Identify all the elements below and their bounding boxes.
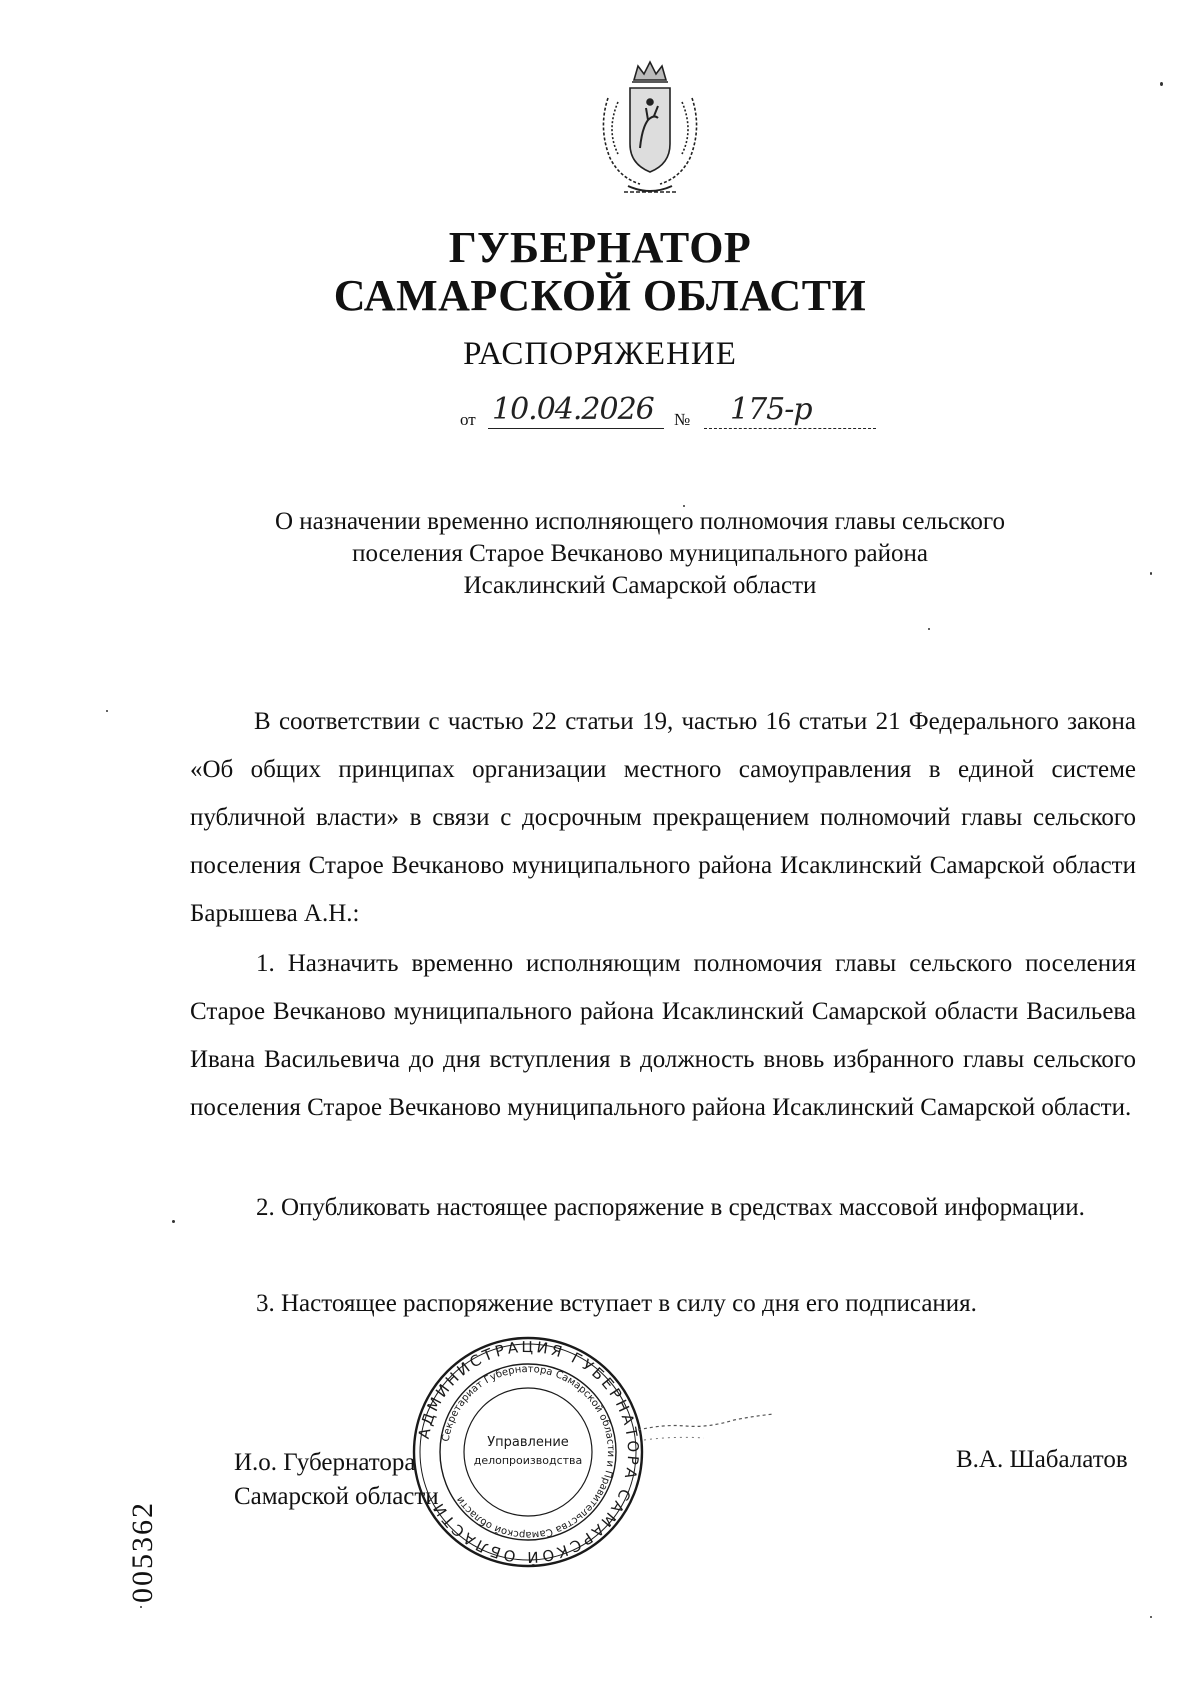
issuer-title-line2: САМАРСКОЙ ОБЛАСТИ — [333, 271, 867, 320]
scan-speck — [1160, 82, 1163, 86]
scan-speck — [172, 1220, 175, 1223]
registration-number: 005362 — [126, 1501, 159, 1603]
scan-speck — [1150, 572, 1152, 575]
date-underline — [488, 428, 664, 429]
item-1-paragraph: 1. Назначить временно исполняющим полномочия главы сельского поселения Старое Вечканово муниципального района Исаклинский Самарской области Васильева Ивана Васильевича до дня вступления в должность вновь избранного главы сельского поселения Старое Вечканово муниципального района Исаклинский Самарской области. — [190, 950, 1136, 1121]
coat-of-arms-emblem — [588, 58, 712, 198]
issuer-title-line1: ГУБЕРНАТОР — [448, 223, 752, 272]
scan-speck — [106, 710, 108, 712]
stamp-center-line1: Управление — [487, 1435, 569, 1450]
subject-line: поселения Старое Вечканово муниципального района — [352, 540, 928, 567]
position-line: И.о. Губернатора — [234, 1449, 416, 1476]
stamp-center-line2: делопроизводства — [473, 1454, 583, 1467]
preamble-paragraph: В соответствии с частью 22 статьи 19, частью 16 статьи 21 Федерального закона «Об общих принципах организации местного самоуправления в единой системе публичной власти» в связи с досрочным прекращением полномочий главы сельского поселения Старое Вечканово муниципального района Исаклинский Самарской области Барышева А.Н.: — [190, 708, 1136, 927]
scan-speck — [683, 505, 685, 507]
number-value: 175-р — [730, 392, 812, 427]
subject-line: Исаклинский Самарской области — [463, 572, 817, 599]
signatory-name: В.А. Шабалатов — [956, 1446, 1128, 1473]
handwritten-signature — [634, 1396, 784, 1456]
item-3-paragraph: 3. Настоящее распоряжение вступает в силу со дня его подписания. — [256, 1290, 977, 1317]
stamp-outer-text: АДМИНИСТРАЦИЯ ГУБЕРНАТОРА САМАРСКОЙ ОБЛАСТИ — [414, 1337, 643, 1567]
official-stamp — [410, 1334, 646, 1570]
date-number-line — [460, 392, 880, 436]
number-label: № — [674, 410, 691, 429]
position-line: Самарской области — [234, 1483, 439, 1510]
stamp-inner-text: Секретариат Губернатора Самарской области и Правительства Самарской области — [440, 1363, 617, 1541]
date-label: от — [460, 410, 476, 429]
subject-line: О назначении временно исполняющего полномочия главы сельского — [275, 508, 1005, 535]
scan-speck — [928, 628, 930, 630]
document-type: РАСПОРЯЖЕНИЕ — [463, 336, 737, 372]
scan-speck — [1150, 1616, 1152, 1618]
subject-heading — [200, 506, 1080, 602]
signatory-position — [234, 1446, 439, 1514]
number-underline — [704, 428, 876, 429]
item-2-paragraph: 2. Опубликовать настоящее распоряжение в средствах массовой информации. — [256, 1194, 1085, 1221]
date-value: 10.04.2026 — [492, 392, 654, 427]
scan-speck — [140, 1606, 142, 1608]
